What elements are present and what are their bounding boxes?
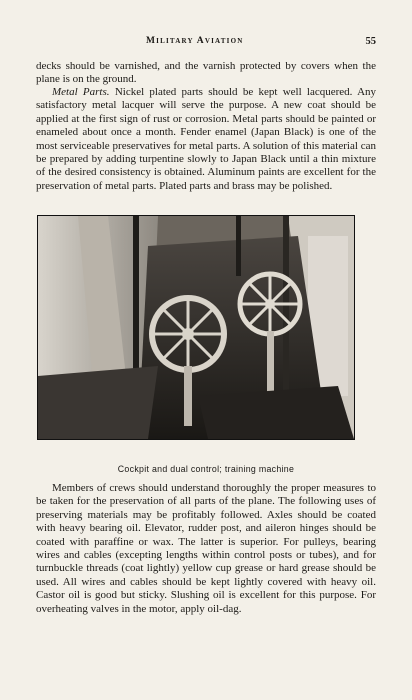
page-number: 55 — [365, 36, 376, 47]
paragraph-preservation — [36, 482, 376, 616]
cockpit-photo — [37, 215, 355, 440]
metal-parts-body: Nickel plated parts should be kept well lacquered. Any satisfactory metal lacquer will serve the purpose. A new coat should be applied at the first sign of rust or corrosion. Metal parts should be painted or enameled about once a month. Fender enamel (Japan Black) is one of the most serviceable preservatives for metal parts. A solution of this material can be prepared by adding turpentine slowly to Japan Black until a thin mixture of the desired consistency is obtained. Aluminum paints are excellent for the preservation of metal parts. Plated parts and brass may be polished. — [36, 86, 377, 192]
metal-parts-heading: Metal Parts. — [52, 86, 110, 98]
preservation-body: Members of crews should understand thoroughly the proper measures to be taken for the preservation of all parts of the plane. The following uses of preserving materials may be profitably followed. Axles should be coated with heavy bearing oil. Elevator, rudder post, and aileron hinges should be coated with paraffine or wax. The latter is superior. For pulleys, bearing wires and cables (excepting lengths within control posts or tubes), and for turnbuckle threads (coat lightly) yellow cup grease or hard grease should be used. All wires and cables should be kept lightly covered with heavy oil. Castor oil is good but sticky. Slushing oil is excellent for this purpose. For overheating valves in the motor, apply oil-dag. — [36, 482, 376, 615]
figure-caption: Cockpit and dual control; training machine — [117, 464, 295, 474]
paragraph-metal-parts — [36, 86, 376, 193]
running-title: Military Aviation — [146, 36, 244, 46]
paragraph-varnish: decks should be varnished, and the varnish protected by covers when the plane is on the ground. — [36, 60, 376, 86]
page-header — [36, 36, 376, 50]
